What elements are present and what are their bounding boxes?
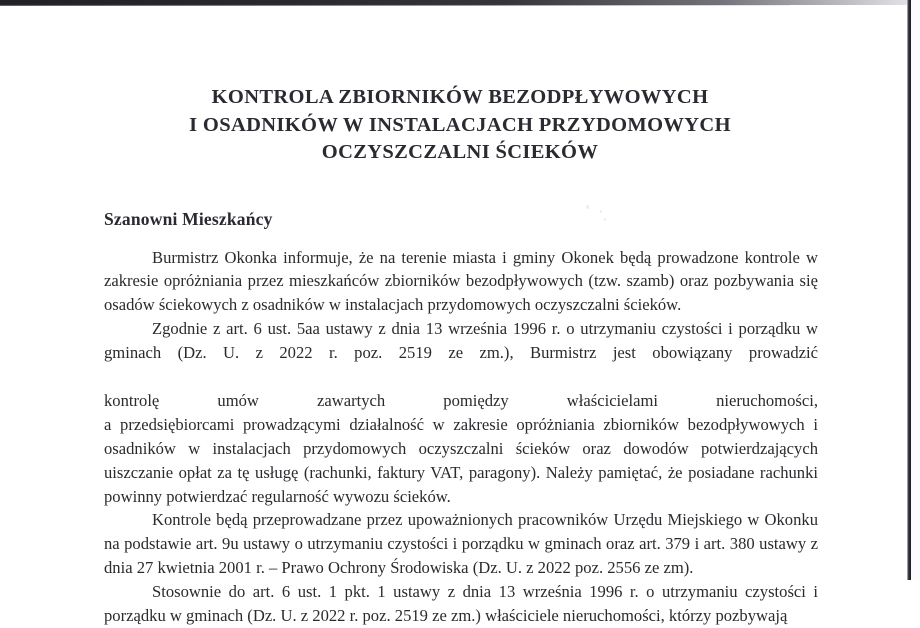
paragraph-2-justified-line [104, 389, 818, 413]
paragraph-4: Stosownie do art. 6 ust. 1 pkt. 1 ustawy z dnia 13 września 1996 r. o utrzymaniu czystości i porządku w gminach (Dz. U. z 2022 r. poz. 2519 ze zm.) właściciele nieruchomości, którzy pozbywają [104, 580, 818, 628]
paragraph-1: Burmistrz Okonka informuje, że na terenie miasta i gminy Okonek będą prowadzone kontrole w zakresie opróżniania przez mieszkańców zbiorników bezodpływowych (tzw. szamb) oraz pozbywania się osadów ściekowych z osadników w instalacjach przydomowych oczyszczalni ścieków. [104, 246, 818, 318]
document-title [0, 84, 920, 167]
paragraph-2-part-1: Zgodnie z art. 6 ust. 5aa ustawy z dnia 13 września 1996 r. o utrzymaniu czystości i porządku w gminach (Dz. U. z 2022 r. poz. 2519 ze zm.), Burmistrz jest obowiązany prowadzić [104, 317, 818, 389]
justified-word: nieruchomości, [716, 389, 818, 413]
title-line-1: KONTROLA ZBIORNIKÓW BEZODPŁYWOWYCH [0, 84, 920, 112]
title-line-2: I OSADNIKÓW W INSTALACJACH PRZYDOMOWYCH [0, 112, 920, 140]
justified-word: kontrolę [104, 389, 159, 413]
title-line-3: OCZYSZCZALNI ŚCIEKÓW [0, 139, 920, 167]
body-text [104, 246, 818, 628]
paragraph-2-part-2: a przedsiębiorcami prowadzącymi działalność w zakresie opróżniania zbiorników bezodpływowych i osadników w instalacjach przydomowych oczyszczalni ścieków oraz dowodów potwierdzających uiszczanie opłat za tę usługę (rachunki, faktury VAT, paragony). Należy pamiętać, że posiadane rachunki powinny potwierdzać regularność wywozu ścieków. [104, 413, 818, 509]
salutation-heading: Szanowni Mieszkańcy [104, 209, 920, 230]
justified-word: umów [217, 389, 258, 413]
justified-word: zawartych [317, 389, 385, 413]
paragraph-3: Kontrole będą przeprowadzane przez upoważnionych pracowników Urzędu Miejskiego w Okonku na podstawie art. 9u ustawy o utrzymaniu czystości i porządku w gminach oraz art. 379 i art. 380 ustawy z dnia 27 kwietnia 2001 r. – Prawo Ochrony Środowiska (Dz. U. z 2022 poz. 2556 ze zm). [104, 508, 818, 580]
justified-word: właścicielami [567, 389, 658, 413]
justified-word: pomiędzy [443, 389, 508, 413]
